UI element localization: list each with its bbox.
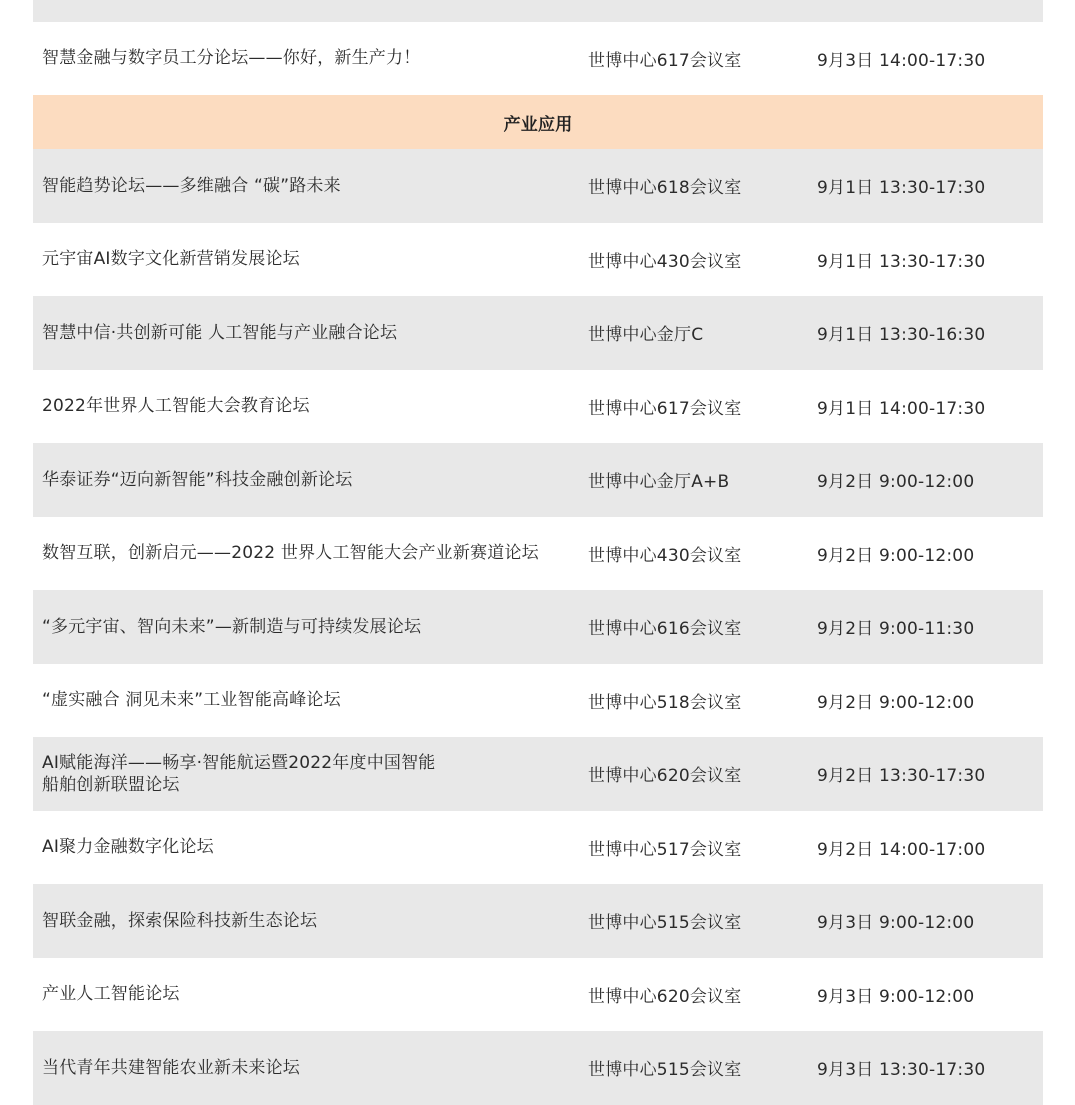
table-row-partial (33, 0, 1043, 22)
forum-venue: 世博中心616会议室 (588, 619, 742, 640)
table-row (33, 443, 1043, 517)
forum-venue: 世博中心金厅A+B (588, 472, 730, 493)
forum-venue: 世博中心430会议室 (588, 251, 742, 272)
forum-name: 华泰证券“迈向新智能”科技金融创新论坛 (42, 469, 353, 490)
forum-name: 当代青年共建智能农业新未来论坛 (42, 1057, 300, 1078)
forum-time: 9月1日 14:00-17:30 (817, 398, 986, 419)
table-row (33, 664, 1043, 738)
forum-time: 9月2日 14:00-17:00 (817, 839, 986, 860)
table-row (33, 296, 1043, 370)
forum-time: 9月2日 9:00-12:00 (817, 472, 975, 493)
forum-time: 9月1日 13:30-16:30 (817, 325, 986, 346)
forum-name: “虚实融合 洞见未来”工业智能高峰论坛 (42, 690, 341, 711)
table-row (33, 811, 1043, 885)
forum-schedule-table (33, 0, 1043, 1105)
forum-venue: 世博中心金厅C (588, 325, 704, 346)
forum-name: 智能趋势论坛——多维融合 “碳”路未来 (42, 175, 341, 196)
forum-name: 数智互联，创新启元——2022 世界人工智能大会产业新赛道论坛 (42, 543, 539, 564)
section-header: 产业应用 (33, 95, 1043, 149)
forum-name: 智慧金融与数字员工分论坛——你好，新生产力！ (42, 48, 421, 69)
forum-venue: 世博中心517会议室 (588, 839, 742, 860)
forum-name: 产业人工智能论坛 (42, 984, 180, 1005)
table-row (33, 149, 1043, 223)
forum-name: 智联金融，探索保险科技新生态论坛 (42, 910, 318, 931)
forum-time: 9月2日 9:00-11:30 (817, 619, 975, 640)
forum-time: 9月2日 13:30-17:30 (817, 766, 986, 787)
forum-time: 9月3日 14:00-17:30 (817, 50, 986, 71)
forum-time: 9月1日 13:30-17:30 (817, 178, 986, 199)
table-row (33, 590, 1043, 664)
forum-venue: 世博中心515会议室 (588, 1060, 742, 1081)
table-row (33, 884, 1043, 958)
forum-time: 9月1日 13:30-17:30 (817, 251, 986, 272)
forum-name: 智慧中信·共创新可能 人工智能与产业融合论坛 (42, 322, 398, 343)
table-row (33, 517, 1043, 591)
forum-venue: 世博中心430会议室 (588, 545, 742, 566)
forum-venue: 世博中心620会议室 (588, 766, 742, 787)
forum-time: 9月2日 9:00-12:00 (817, 545, 975, 566)
forum-name: AI赋能海洋——畅享·智能航运暨2022年度中国智能 船舶创新联盟论坛 (42, 752, 436, 795)
forum-time: 9月3日 9:00-12:00 (817, 913, 975, 934)
forum-time: 9月3日 9:00-12:00 (817, 986, 975, 1007)
forum-time: 9月3日 13:30-17:30 (817, 1060, 986, 1081)
table-row (33, 22, 1043, 96)
forum-venue: 世博中心620会议室 (588, 986, 742, 1007)
forum-venue: 世博中心617会议室 (588, 398, 742, 419)
forum-name: 2022年世界人工智能大会教育论坛 (42, 396, 310, 417)
table-row (33, 958, 1043, 1032)
table-row (33, 370, 1043, 444)
forum-venue: 世博中心518会议室 (588, 692, 742, 713)
forum-name: “多元宇宙、智向未来”—新制造与可持续发展论坛 (42, 616, 422, 637)
table-row (33, 223, 1043, 297)
forum-venue: 世博中心618会议室 (588, 178, 742, 199)
forum-venue: 世博中心617会议室 (588, 50, 742, 71)
forum-name: 元宇宙AI数字文化新营销发展论坛 (42, 249, 300, 270)
forum-name: AI聚力金融数字化论坛 (42, 837, 214, 858)
table-row (33, 737, 1043, 811)
table-row (33, 1031, 1043, 1105)
forum-time: 9月2日 9:00-12:00 (817, 692, 975, 713)
forum-venue: 世博中心515会议室 (588, 913, 742, 934)
